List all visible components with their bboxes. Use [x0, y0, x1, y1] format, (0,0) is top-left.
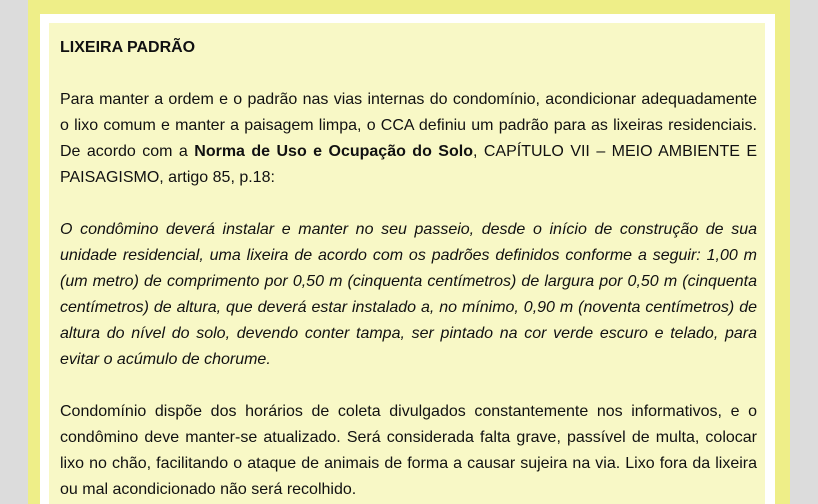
intro-text-start: Para manter a ordem e o padrão nas vias internas do condomínio, acondicionar adequadamente o lixo comum e manter a paisagem limpa, o CCA definiu um padrão para as lixeiras residenciais. De acordo com a [60, 91, 757, 160]
intro-paragraph [60, 87, 757, 191]
regulation-quote: O condômino deverá instalar e manter no seu passeio, desde o início de construção de sua unidade residencial, uma lixeira de acordo com os padrões definidos conforme a seguir: 1,00 m (um metro) de comprimento por 0,50 m (cinquenta centímetros) de largura por 0,50 m (cinquenta centímetros) de altura, que deverá estar instalado a, no mínimo, 0,90 m (noventa centímetros) de altura do nível do solo, devendo conter tampa, ser pintado na cor verde escuro e telado, para evitar o acúmulo de chorume. [60, 221, 757, 368]
norma-reference: Norma de Uso e Ocupação do Solo [194, 143, 473, 160]
article-title: LIXEIRA PADRÃO [60, 39, 196, 56]
intro-text-end: , CAPÍTULO VII – MEIO AMBIENTE E PAISAGISMO, artigo 85, p.18: [60, 143, 758, 186]
article-content [49, 23, 765, 504]
collection-paragraph: Condomínio dispõe dos horários de coleta divulgados constantemente nos informativos, e o condômino deve manter-se atualizado. Será considerada falta grave, passível de multa, colocar lixo no chão, facilitando o ataque de animais de forma a causar sujeira na via. Lixo fora da lixeira ou mal acondicionado não será recolhido. [60, 403, 757, 498]
